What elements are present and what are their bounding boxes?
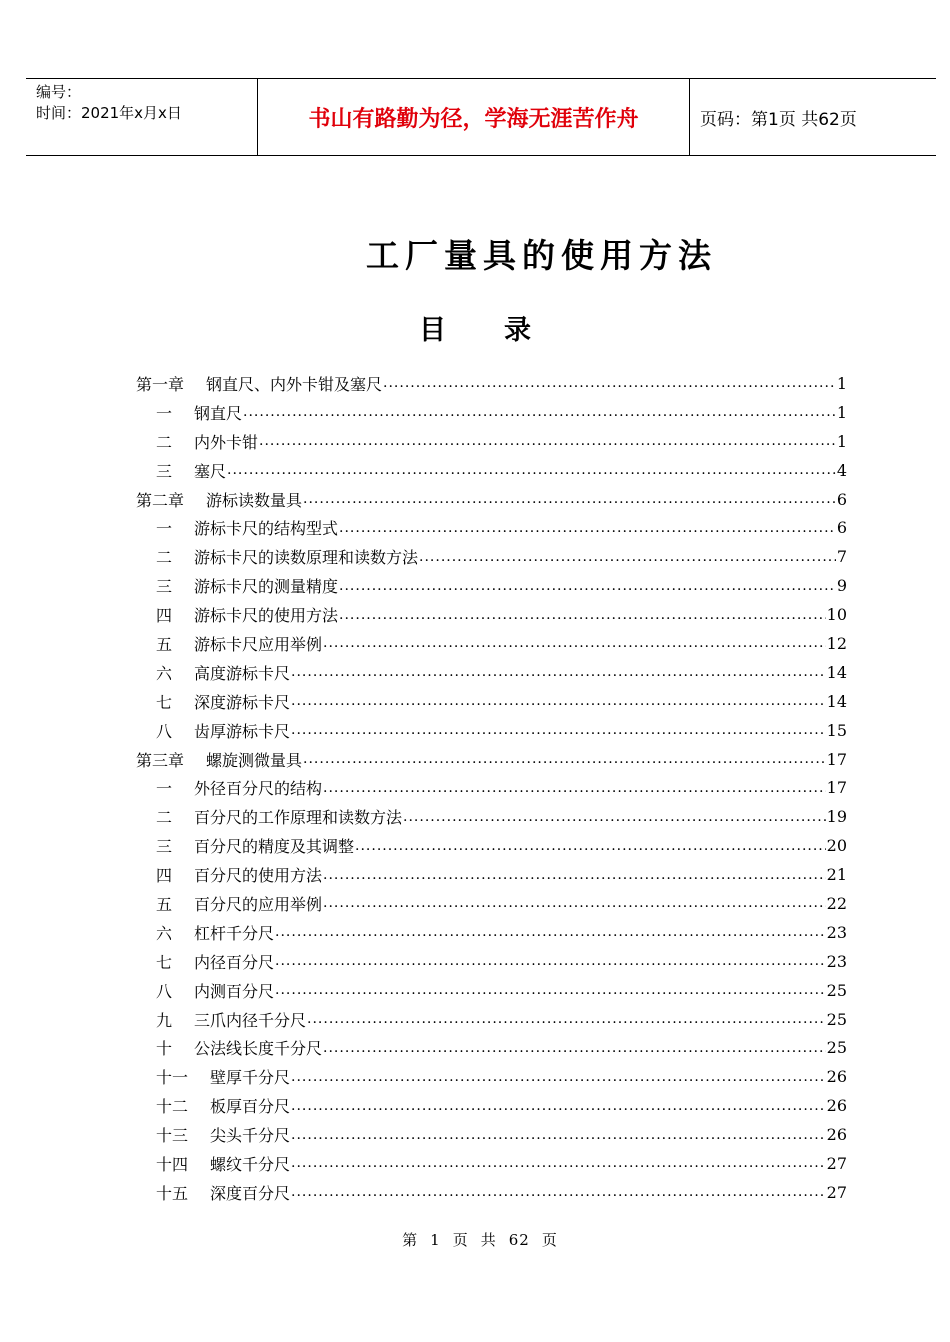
toc-entry-number: 一	[156, 779, 173, 799]
toc-entry-title: 游标读数量具	[206, 490, 303, 510]
toc-entry-page: 19	[826, 807, 847, 827]
footer-page-num: 1	[430, 1231, 441, 1249]
toc-entry[interactable]	[136, 398, 847, 427]
toc-entry-page: 17	[826, 749, 847, 769]
toc-leader-dots	[323, 1040, 826, 1056]
page-footer	[0, 1229, 950, 1250]
toc-leader-dots	[339, 578, 836, 594]
toc-entry-number: 五	[156, 634, 173, 654]
toc-leader-dots	[323, 867, 826, 883]
header-motto: 书山有路勤为径，学海无涯苦作舟	[257, 79, 690, 155]
toc-entry-title: 螺纹千分尺	[210, 1154, 291, 1174]
toc-entry-title: 尖头千分尺	[210, 1126, 291, 1146]
toc-leader-dots	[259, 433, 836, 449]
toc-entry-number: 二	[156, 548, 173, 568]
toc-entry-number: 三	[156, 837, 173, 857]
header-meta	[26, 79, 257, 155]
toc-entry-page: 1	[836, 373, 847, 393]
toc-entry[interactable]	[136, 716, 847, 745]
toc-entry[interactable]	[136, 976, 847, 1005]
toc-entry-number: 第一章	[136, 374, 185, 394]
toc-heading: 目录	[419, 315, 589, 346]
toc-entry[interactable]	[136, 745, 847, 774]
toc-entry[interactable]	[136, 1033, 847, 1062]
toc-entry-number: 八	[156, 981, 173, 1001]
toc-leader-dots	[243, 404, 836, 420]
toc-entry[interactable]	[136, 947, 847, 976]
toc-entry-number: 三	[156, 577, 173, 597]
toc-entry-number: 十一	[156, 1068, 189, 1088]
toc-entry-number: 第二章	[136, 490, 185, 510]
footer-total-num: 62	[508, 1231, 530, 1249]
toc-entry[interactable]	[136, 860, 847, 889]
toc-entry-number: 四	[156, 866, 173, 886]
toc-entry-number: 二	[156, 432, 173, 452]
toc-entry-number: 十三	[156, 1126, 189, 1146]
toc-entry-title: 外径百分尺的结构	[194, 779, 323, 799]
toc-entry-title: 内外卡钳	[194, 432, 259, 452]
toc-entry-page: 14	[826, 691, 847, 711]
toc-entry-title: 百分尺的工作原理和读数方法	[194, 808, 403, 828]
footer-page-word: 第	[402, 1231, 419, 1249]
toc-entry-page: 15	[826, 720, 847, 740]
page-header	[26, 78, 936, 156]
toc-entry-title: 螺旋测微量具	[206, 750, 303, 770]
toc-entry-title: 齿厚游标卡尺	[194, 721, 291, 741]
toc-entry[interactable]	[136, 542, 847, 571]
toc-entry-page: 27	[826, 1182, 847, 1202]
toc-entry-page: 9	[836, 576, 847, 596]
toc-leader-dots	[291, 1069, 826, 1085]
toc-entry-page: 26	[826, 1096, 847, 1116]
toc-entry[interactable]	[136, 571, 847, 600]
toc-entry-page: 21	[826, 865, 847, 885]
toc-entry[interactable]	[136, 658, 847, 687]
toc-entry-title: 游标卡尺的测量精度	[194, 577, 339, 597]
toc-leader-dots	[291, 1098, 826, 1114]
toc-entry-title: 内径百分尺	[194, 952, 275, 972]
toc-leader-dots	[339, 607, 826, 623]
toc-entry-number: 六	[156, 923, 173, 943]
toc-entry-title: 钢直尺	[194, 403, 243, 423]
toc-leader-dots	[383, 375, 836, 391]
toc-leader-dots	[275, 924, 826, 940]
toc-leader-dots	[275, 982, 826, 998]
toc-entry[interactable]	[136, 773, 847, 802]
toc-leader-dots	[291, 664, 826, 680]
time-label: 时间：2021年x月x日	[36, 104, 182, 122]
toc-entry-page: 26	[826, 1067, 847, 1087]
toc-entry[interactable]	[136, 369, 847, 398]
toc-entry-page: 12	[826, 633, 847, 653]
toc-entry-title: 公法线长度千分尺	[194, 1039, 323, 1059]
toc-entry[interactable]	[136, 831, 847, 860]
toc-entry-page: 1	[836, 431, 847, 451]
footer-total-unit: 页	[541, 1231, 558, 1249]
toc-entry-title: 板厚百分尺	[210, 1097, 291, 1117]
toc-entry[interactable]	[136, 629, 847, 658]
toc-entry-number: 四	[156, 606, 173, 626]
toc-entry-title: 壁厚千分尺	[210, 1068, 291, 1088]
toc-entry-title: 三爪内径千分尺	[194, 1010, 307, 1030]
toc-leader-dots	[323, 635, 826, 651]
header-page-info: 页码：第1页 共62页	[700, 109, 857, 130]
toc-entry[interactable]	[136, 1149, 847, 1178]
toc-entry-page: 6	[836, 518, 847, 538]
toc-leader-dots	[355, 838, 826, 854]
toc-entry[interactable]	[136, 1120, 847, 1149]
toc-entry[interactable]	[136, 802, 847, 831]
toc-entry-number: 七	[156, 952, 173, 972]
toc-entry[interactable]	[136, 1005, 847, 1034]
toc-leader-dots	[303, 491, 836, 507]
toc-entry[interactable]	[136, 456, 847, 485]
toc-entry-number: 五	[156, 894, 173, 914]
toc-leader-dots	[227, 462, 836, 478]
toc-leader-dots	[291, 693, 826, 709]
toc-entry[interactable]	[136, 889, 847, 918]
toc-entry-title: 塞尺	[194, 461, 227, 481]
toc-leader-dots	[291, 1155, 826, 1171]
toc-entry[interactable]	[136, 1091, 847, 1120]
toc-entry-title: 游标卡尺的读数原理和读数方法	[194, 548, 419, 568]
toc-leader-dots	[403, 809, 826, 825]
toc-entry-page: 26	[826, 1125, 847, 1145]
toc-entry-title: 游标卡尺的使用方法	[194, 606, 339, 626]
table-of-contents	[136, 369, 847, 1207]
toc-entry-number: 一	[156, 519, 173, 539]
toc-leader-dots	[291, 1127, 826, 1143]
toc-entry-page: 22	[826, 893, 847, 913]
toc-entry-title: 高度游标卡尺	[194, 663, 291, 683]
toc-leader-dots	[291, 722, 826, 738]
toc-entry[interactable]	[136, 513, 847, 542]
toc-entry-title: 游标卡尺的结构型式	[194, 519, 339, 539]
toc-leader-dots	[307, 1011, 826, 1027]
toc-entry-number: 六	[156, 663, 173, 683]
toc-entry-page: 6	[836, 489, 847, 509]
toc-entry-number: 三	[156, 461, 173, 481]
toc-entry-page: 20	[826, 836, 847, 856]
toc-entry-title: 深度百分尺	[210, 1183, 291, 1203]
toc-entry-number: 第三章	[136, 750, 185, 770]
toc-entry-number: 七	[156, 692, 173, 712]
toc-entry-title: 内测百分尺	[194, 981, 275, 1001]
toc-entry-page: 10	[826, 605, 847, 625]
toc-entry[interactable]	[136, 485, 847, 514]
toc-entry-number: 九	[156, 1010, 173, 1030]
toc-entry-page: 17	[826, 778, 847, 798]
toc-entry[interactable]	[136, 1178, 847, 1207]
toc-entry-page: 1	[836, 402, 847, 422]
toc-entry-page: 27	[826, 1153, 847, 1173]
toc-entry-title: 深度游标卡尺	[194, 692, 291, 712]
toc-leader-dots	[275, 953, 826, 969]
toc-entry-title: 钢直尺、内外卡钳及塞尺	[206, 374, 383, 394]
toc-entry-number: 一	[156, 403, 173, 423]
toc-entry-page: 23	[826, 951, 847, 971]
toc-leader-dots	[323, 895, 826, 911]
document-title: 工厂量具的使用方法	[366, 236, 717, 275]
toc-entry-title: 杠杆千分尺	[194, 923, 275, 943]
toc-leader-dots	[339, 520, 836, 536]
toc-entry[interactable]	[136, 1062, 847, 1091]
toc-entry[interactable]	[136, 918, 847, 947]
toc-entry-page: 7	[836, 547, 847, 567]
toc-entry-title: 百分尺的使用方法	[194, 866, 323, 886]
toc-entry-number: 二	[156, 808, 173, 828]
toc-entry-number: 十	[156, 1039, 173, 1059]
toc-entry-number: 十四	[156, 1154, 189, 1174]
toc-entry-page: 25	[826, 1038, 847, 1058]
toc-entry[interactable]	[136, 600, 847, 629]
toc-entry-page: 23	[826, 922, 847, 942]
toc-entry-title: 百分尺的应用举例	[194, 894, 323, 914]
toc-entry-page: 14	[826, 662, 847, 682]
toc-entry-number: 八	[156, 721, 173, 741]
toc-entry-page: 25	[826, 1009, 847, 1029]
toc-leader-dots	[291, 1184, 826, 1200]
toc-entry-title: 百分尺的精度及其调整	[194, 837, 355, 857]
toc-entry-page: 4	[836, 460, 847, 480]
footer-page-unit: 页	[452, 1231, 469, 1249]
footer-total-word: 共	[480, 1231, 497, 1249]
toc-entry-number: 十五	[156, 1183, 189, 1203]
code-label: 编号：	[36, 83, 82, 101]
toc-leader-dots	[419, 549, 836, 565]
toc-leader-dots	[323, 780, 826, 796]
toc-entry[interactable]	[136, 687, 847, 716]
toc-entry-page: 25	[826, 980, 847, 1000]
toc-entry-number: 十二	[156, 1097, 189, 1117]
toc-leader-dots	[303, 751, 826, 767]
toc-entry-title: 游标卡尺应用举例	[194, 634, 323, 654]
toc-entry[interactable]	[136, 427, 847, 456]
